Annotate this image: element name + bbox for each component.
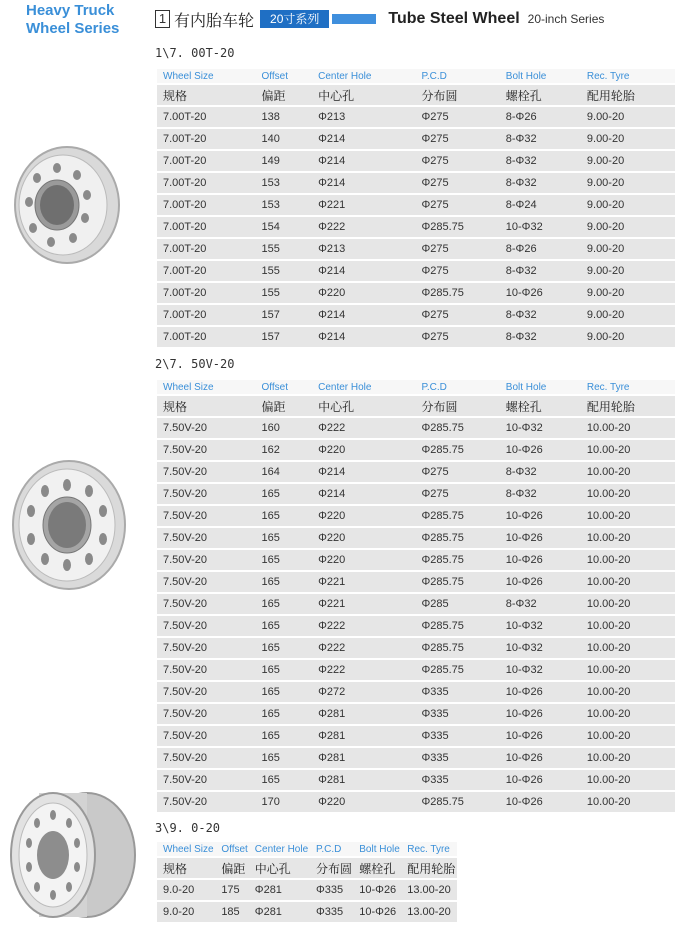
rec-tyre-cell: 9.00-20: [581, 239, 675, 259]
pcd-cell: Φ285: [415, 594, 499, 614]
offset-cell: 155: [256, 261, 313, 281]
center-hole-cell: Φ281: [312, 704, 415, 724]
table-row: [157, 129, 675, 149]
wheel-image-2: [5, 455, 130, 595]
bolt-hole-cell: 10-Φ26: [500, 440, 581, 460]
column-header-en: Wheel Size: [157, 842, 215, 856]
rec-tyre-cell: 9.00-20: [581, 327, 675, 347]
rec-tyre-cell: 10.00-20: [581, 550, 675, 570]
wheel-size-cell: 7.50V-20: [157, 748, 256, 768]
wheel-size-cell: 7.50V-20: [157, 506, 256, 526]
offset-cell: 157: [256, 305, 313, 325]
center-hole-cell: Φ220: [312, 440, 415, 460]
center-hole-cell: Φ213: [312, 239, 415, 259]
rec-tyre-cell: 10.00-20: [581, 440, 675, 460]
pcd-cell: Φ285.75: [415, 572, 499, 592]
table-row: [157, 682, 675, 702]
column-header-en: Offset: [256, 69, 313, 83]
column-header-cn: 中心孔: [312, 85, 415, 105]
bolt-hole-cell: 8-Φ24: [500, 195, 581, 215]
pcd-cell: Φ285.75: [415, 528, 499, 548]
offset-cell: 157: [256, 327, 313, 347]
column-header-en: Rec. Tyre: [401, 842, 457, 856]
rec-tyre-cell: 10.00-20: [581, 704, 675, 724]
bolt-hole-cell: 10-Φ26: [500, 572, 581, 592]
pcd-cell: Φ285.75: [415, 418, 499, 438]
bolt-hole-cell: 8-Φ32: [500, 462, 581, 482]
bolt-hole-cell: 8-Φ32: [500, 261, 581, 281]
rec-tyre-cell: 10.00-20: [581, 418, 675, 438]
offset-cell: 153: [256, 173, 313, 193]
wheel-size-cell: 7.00T-20: [157, 217, 256, 237]
offset-cell: 154: [256, 217, 313, 237]
bolt-hole-cell: 10-Φ26: [500, 506, 581, 526]
column-header-en: Center Hole: [312, 69, 415, 83]
table-row: [157, 792, 675, 812]
badge-stripe: [332, 14, 376, 24]
offset-cell: 165: [256, 682, 313, 702]
wheel-size-cell: 7.50V-20: [157, 616, 256, 636]
center-hole-cell: Φ222: [312, 418, 415, 438]
bolt-hole-cell: 10-Φ26: [500, 528, 581, 548]
pcd-cell: Φ335: [415, 682, 499, 702]
rec-tyre-cell: 13.00-20: [401, 880, 457, 900]
column-header-cn: 螺栓孔: [353, 858, 401, 878]
offset-cell: 165: [256, 572, 313, 592]
bolt-hole-cell: 8-Φ32: [500, 173, 581, 193]
section-title-3: 3\9. 0-20: [155, 821, 221, 835]
column-header-cn: 分布圆: [415, 396, 499, 416]
center-hole-cell: Φ213: [312, 107, 415, 127]
pcd-cell: Φ275: [415, 129, 499, 149]
pcd-cell: Φ335: [310, 902, 353, 922]
rec-tyre-cell: 10.00-20: [581, 638, 675, 658]
offset-cell: 149: [256, 151, 313, 171]
offset-cell: 165: [256, 660, 313, 680]
offset-cell: 185: [215, 902, 248, 922]
offset-cell: 165: [256, 704, 313, 724]
offset-cell: 140: [256, 129, 313, 149]
header-row-cn: [157, 858, 457, 878]
center-hole-cell: Φ281: [312, 770, 415, 790]
wheel-size-cell: 7.50V-20: [157, 704, 256, 724]
pcd-cell: Φ285.75: [415, 283, 499, 303]
rec-tyre-cell: 10.00-20: [581, 792, 675, 812]
offset-cell: 162: [256, 440, 313, 460]
wheel-size-cell: 7.50V-20: [157, 638, 256, 658]
header-row-en: [157, 842, 457, 856]
en-subtitle: 20-inch Series: [527, 12, 605, 26]
center-hole-cell: Φ272: [312, 682, 415, 702]
brand-title: [26, 2, 119, 38]
table-row: [157, 638, 675, 658]
bolt-hole-cell: 10-Φ32: [500, 638, 581, 658]
pcd-cell: Φ335: [415, 748, 499, 768]
center-hole-cell: Φ222: [312, 217, 415, 237]
wheel-size-cell: 7.00T-20: [157, 129, 256, 149]
pcd-cell: Φ285.75: [415, 217, 499, 237]
pcd-cell: Φ275: [415, 107, 499, 127]
wheel-size-cell: 7.50V-20: [157, 418, 256, 438]
header-row-cn: [157, 396, 675, 416]
table-row: [157, 550, 675, 570]
pcd-cell: Φ285.75: [415, 440, 499, 460]
table-row: [157, 594, 675, 614]
column-header-en: Center Hole: [249, 842, 310, 856]
table-row: [157, 484, 675, 504]
column-header-cn: 规格: [157, 85, 256, 105]
column-header-en: Wheel Size: [157, 380, 256, 394]
table-row: [157, 305, 675, 325]
bolt-hole-cell: 8-Φ32: [500, 484, 581, 504]
wheel-size-cell: 9.0-20: [157, 880, 215, 900]
rec-tyre-cell: 9.00-20: [581, 261, 675, 281]
column-header-cn: 偏距: [256, 396, 313, 416]
column-header-cn: 中心孔: [312, 396, 415, 416]
pcd-cell: Φ275: [415, 305, 499, 325]
offset-cell: 165: [256, 528, 313, 548]
column-header-cn: 螺栓孔: [500, 85, 581, 105]
wheel-size-cell: 7.00T-20: [157, 107, 256, 127]
rec-tyre-cell: 13.00-20: [401, 902, 457, 922]
center-hole-cell: Φ214: [312, 129, 415, 149]
bolt-hole-cell: 8-Φ32: [500, 327, 581, 347]
section-index: 1: [155, 10, 170, 28]
bolt-hole-cell: 10-Φ32: [500, 660, 581, 680]
offset-cell: 165: [256, 594, 313, 614]
center-hole-cell: Φ220: [312, 792, 415, 812]
section-title-2: 2\7. 50V-20: [155, 357, 235, 371]
table-row: [157, 327, 675, 347]
pcd-cell: Φ275: [415, 173, 499, 193]
pcd-cell: Φ285.75: [415, 550, 499, 570]
table-row: [157, 616, 675, 636]
brand-line-1: Heavy Truck: [26, 2, 115, 19]
center-hole-cell: Φ221: [312, 195, 415, 215]
offset-cell: 155: [256, 283, 313, 303]
table-row: [157, 151, 675, 171]
rec-tyre-cell: 9.00-20: [581, 107, 675, 127]
table-row: [157, 173, 675, 193]
column-header-cn: 规格: [157, 858, 215, 878]
wheel-size-cell: 7.50V-20: [157, 594, 256, 614]
center-hole-cell: Φ220: [312, 528, 415, 548]
column-header-cn: 配用轮胎: [581, 396, 675, 416]
bolt-hole-cell: 10-Φ32: [500, 616, 581, 636]
rec-tyre-cell: 9.00-20: [581, 283, 675, 303]
rec-tyre-cell: 10.00-20: [581, 484, 675, 504]
wheel-size-cell: 7.50V-20: [157, 440, 256, 460]
pcd-cell: Φ335: [415, 726, 499, 746]
wheel-size-cell: 7.00T-20: [157, 151, 256, 171]
wheel-size-cell: 7.00T-20: [157, 261, 256, 281]
center-hole-cell: Φ220: [312, 283, 415, 303]
center-hole-cell: Φ214: [312, 261, 415, 281]
wheel-image-3: [5, 785, 140, 925]
center-hole-cell: Φ222: [312, 660, 415, 680]
header-row-cn: [157, 85, 675, 105]
bolt-hole-cell: 10-Φ26: [500, 726, 581, 746]
center-hole-cell: Φ281: [312, 748, 415, 768]
wheel-size-cell: 7.50V-20: [157, 726, 256, 746]
column-header-en: Rec. Tyre: [581, 69, 675, 83]
center-hole-cell: Φ220: [312, 550, 415, 570]
offset-cell: 165: [256, 726, 313, 746]
center-hole-cell: Φ222: [312, 616, 415, 636]
table-row: [157, 770, 675, 790]
wheel-size-cell: 7.00T-20: [157, 327, 256, 347]
rec-tyre-cell: 10.00-20: [581, 616, 675, 636]
rec-tyre-cell: 10.00-20: [581, 748, 675, 768]
offset-cell: 165: [256, 506, 313, 526]
center-hole-cell: Φ281: [312, 726, 415, 746]
table-row: [157, 726, 675, 746]
page-header: [155, 8, 604, 30]
bolt-hole-cell: 10-Φ32: [500, 217, 581, 237]
column-header-en: Bolt Hole: [353, 842, 401, 856]
rec-tyre-cell: 10.00-20: [581, 528, 675, 548]
rec-tyre-cell: 10.00-20: [581, 594, 675, 614]
column-header-en: P.C.D: [310, 842, 353, 856]
bolt-hole-cell: 10-Φ26: [500, 704, 581, 724]
offset-cell: 164: [256, 462, 313, 482]
center-hole-cell: Φ214: [312, 327, 415, 347]
bolt-hole-cell: 8-Φ32: [500, 305, 581, 325]
en-title: Tube Steel Wheel: [388, 10, 520, 27]
column-header-en: Rec. Tyre: [581, 380, 675, 394]
offset-cell: 165: [256, 550, 313, 570]
pcd-cell: Φ275: [415, 239, 499, 259]
rec-tyre-cell: 9.00-20: [581, 151, 675, 171]
offset-cell: 165: [256, 616, 313, 636]
column-header-cn: 中心孔: [249, 858, 310, 878]
table-row: [157, 572, 675, 592]
center-hole-cell: Φ221: [312, 594, 415, 614]
pcd-cell: Φ285.75: [415, 616, 499, 636]
offset-cell: 165: [256, 484, 313, 504]
pcd-cell: Φ285.75: [415, 660, 499, 680]
pcd-cell: Φ275: [415, 462, 499, 482]
rec-tyre-cell: 9.00-20: [581, 195, 675, 215]
table-row: [157, 418, 675, 438]
table-row: [157, 217, 675, 237]
header-row-en: [157, 380, 675, 394]
bolt-hole-cell: 10-Φ26: [353, 902, 401, 922]
pcd-cell: Φ335: [310, 880, 353, 900]
offset-cell: 165: [256, 748, 313, 768]
wheel-size-cell: 7.50V-20: [157, 572, 256, 592]
wheel-size-cell: 7.00T-20: [157, 195, 256, 215]
pcd-cell: Φ275: [415, 151, 499, 171]
center-hole-cell: Φ214: [312, 484, 415, 504]
spec-table-1: [157, 67, 675, 349]
column-header-cn: 螺栓孔: [500, 396, 581, 416]
table-row: [157, 660, 675, 680]
rec-tyre-cell: 9.00-20: [581, 217, 675, 237]
center-hole-cell: Φ281: [249, 902, 310, 922]
table-row: [157, 748, 675, 768]
bolt-hole-cell: 8-Φ26: [500, 239, 581, 259]
column-header-en: Offset: [215, 842, 248, 856]
center-hole-cell: Φ214: [312, 462, 415, 482]
table-row: [157, 283, 675, 303]
bolt-hole-cell: 10-Φ32: [500, 418, 581, 438]
pcd-cell: Φ335: [415, 704, 499, 724]
column-header-cn: 偏距: [215, 858, 248, 878]
table-row: [157, 462, 675, 482]
bolt-hole-cell: 8-Φ32: [500, 594, 581, 614]
wheel-size-cell: 7.50V-20: [157, 550, 256, 570]
rec-tyre-cell: 10.00-20: [581, 572, 675, 592]
table-row: [157, 195, 675, 215]
bolt-hole-cell: 10-Φ26: [500, 770, 581, 790]
column-header-cn: 分布圆: [415, 85, 499, 105]
bolt-hole-cell: 10-Φ26: [500, 682, 581, 702]
center-hole-cell: Φ214: [312, 305, 415, 325]
column-header-cn: 配用轮胎: [401, 858, 457, 878]
rec-tyre-cell: 9.00-20: [581, 173, 675, 193]
pcd-cell: Φ275: [415, 484, 499, 504]
table-row: [157, 902, 457, 922]
center-hole-cell: Φ222: [312, 638, 415, 658]
pcd-cell: Φ285.75: [415, 792, 499, 812]
wheel-size-cell: 7.00T-20: [157, 305, 256, 325]
table-row: [157, 107, 675, 127]
rec-tyre-cell: 10.00-20: [581, 462, 675, 482]
offset-cell: 138: [256, 107, 313, 127]
wheel-size-cell: 7.50V-20: [157, 528, 256, 548]
center-hole-cell: Φ281: [249, 880, 310, 900]
rec-tyre-cell: 10.00-20: [581, 770, 675, 790]
bolt-hole-cell: 8-Φ32: [500, 151, 581, 171]
offset-cell: 160: [256, 418, 313, 438]
wheel-size-cell: 7.50V-20: [157, 484, 256, 504]
column-header-en: Offset: [256, 380, 313, 394]
table-row: [157, 704, 675, 724]
column-header-en: Wheel Size: [157, 69, 256, 83]
column-header-cn: 配用轮胎: [581, 85, 675, 105]
wheel-size-cell: 7.00T-20: [157, 239, 256, 259]
center-hole-cell: Φ214: [312, 151, 415, 171]
rec-tyre-cell: 10.00-20: [581, 682, 675, 702]
pcd-cell: Φ275: [415, 261, 499, 281]
bolt-hole-cell: 10-Φ26: [500, 748, 581, 768]
wheel-size-cell: 7.50V-20: [157, 462, 256, 482]
column-header-en: P.C.D: [415, 380, 499, 394]
column-header-cn: 分布圆: [310, 858, 353, 878]
header-row-en: [157, 69, 675, 83]
wheel-size-cell: 9.0-20: [157, 902, 215, 922]
bolt-hole-cell: 8-Φ32: [500, 129, 581, 149]
offset-cell: 153: [256, 195, 313, 215]
spec-table-3: [157, 840, 457, 924]
table-row: [157, 528, 675, 548]
wheel-size-cell: 7.50V-20: [157, 660, 256, 680]
bolt-hole-cell: 10-Φ26: [353, 880, 401, 900]
rec-tyre-cell: 9.00-20: [581, 129, 675, 149]
offset-cell: 170: [256, 792, 313, 812]
table-row: [157, 880, 457, 900]
rec-tyre-cell: 10.00-20: [581, 506, 675, 526]
center-hole-cell: Φ220: [312, 506, 415, 526]
spec-table-2: [157, 378, 675, 814]
column-header-en: Bolt Hole: [500, 380, 581, 394]
brand-line-2: Wheel Series: [26, 20, 120, 37]
column-header-en: Bolt Hole: [500, 69, 581, 83]
wheel-size-cell: 7.50V-20: [157, 682, 256, 702]
pcd-cell: Φ285.75: [415, 638, 499, 658]
bolt-hole-cell: 8-Φ26: [500, 107, 581, 127]
wheel-image-1: [5, 140, 125, 270]
center-hole-cell: Φ221: [312, 572, 415, 592]
table-row: [157, 440, 675, 460]
bolt-hole-cell: 10-Φ26: [500, 550, 581, 570]
column-header-en: Center Hole: [312, 380, 415, 394]
column-header-en: P.C.D: [415, 69, 499, 83]
table-row: [157, 261, 675, 281]
column-header-cn: 规格: [157, 396, 256, 416]
center-hole-cell: Φ214: [312, 173, 415, 193]
rec-tyre-cell: 10.00-20: [581, 726, 675, 746]
wheel-size-cell: 7.00T-20: [157, 173, 256, 193]
offset-cell: 165: [256, 638, 313, 658]
table-row: [157, 506, 675, 526]
pcd-cell: Φ275: [415, 195, 499, 215]
pcd-cell: Φ335: [415, 770, 499, 790]
section-title-1: 1\7. 00T-20: [155, 46, 235, 60]
series-badge: 20寸系列: [260, 10, 329, 28]
rec-tyre-cell: 9.00-20: [581, 305, 675, 325]
bolt-hole-cell: 10-Φ26: [500, 792, 581, 812]
cn-title: 有内胎车轮: [174, 12, 255, 30]
rec-tyre-cell: 10.00-20: [581, 660, 675, 680]
offset-cell: 165: [256, 770, 313, 790]
wheel-size-cell: 7.50V-20: [157, 792, 256, 812]
offset-cell: 155: [256, 239, 313, 259]
wheel-size-cell: 7.50V-20: [157, 770, 256, 790]
pcd-cell: Φ285.75: [415, 506, 499, 526]
column-header-cn: 偏距: [256, 85, 313, 105]
offset-cell: 175: [215, 880, 248, 900]
pcd-cell: Φ275: [415, 327, 499, 347]
table-row: [157, 239, 675, 259]
wheel-size-cell: 7.00T-20: [157, 283, 256, 303]
bolt-hole-cell: 10-Φ26: [500, 283, 581, 303]
